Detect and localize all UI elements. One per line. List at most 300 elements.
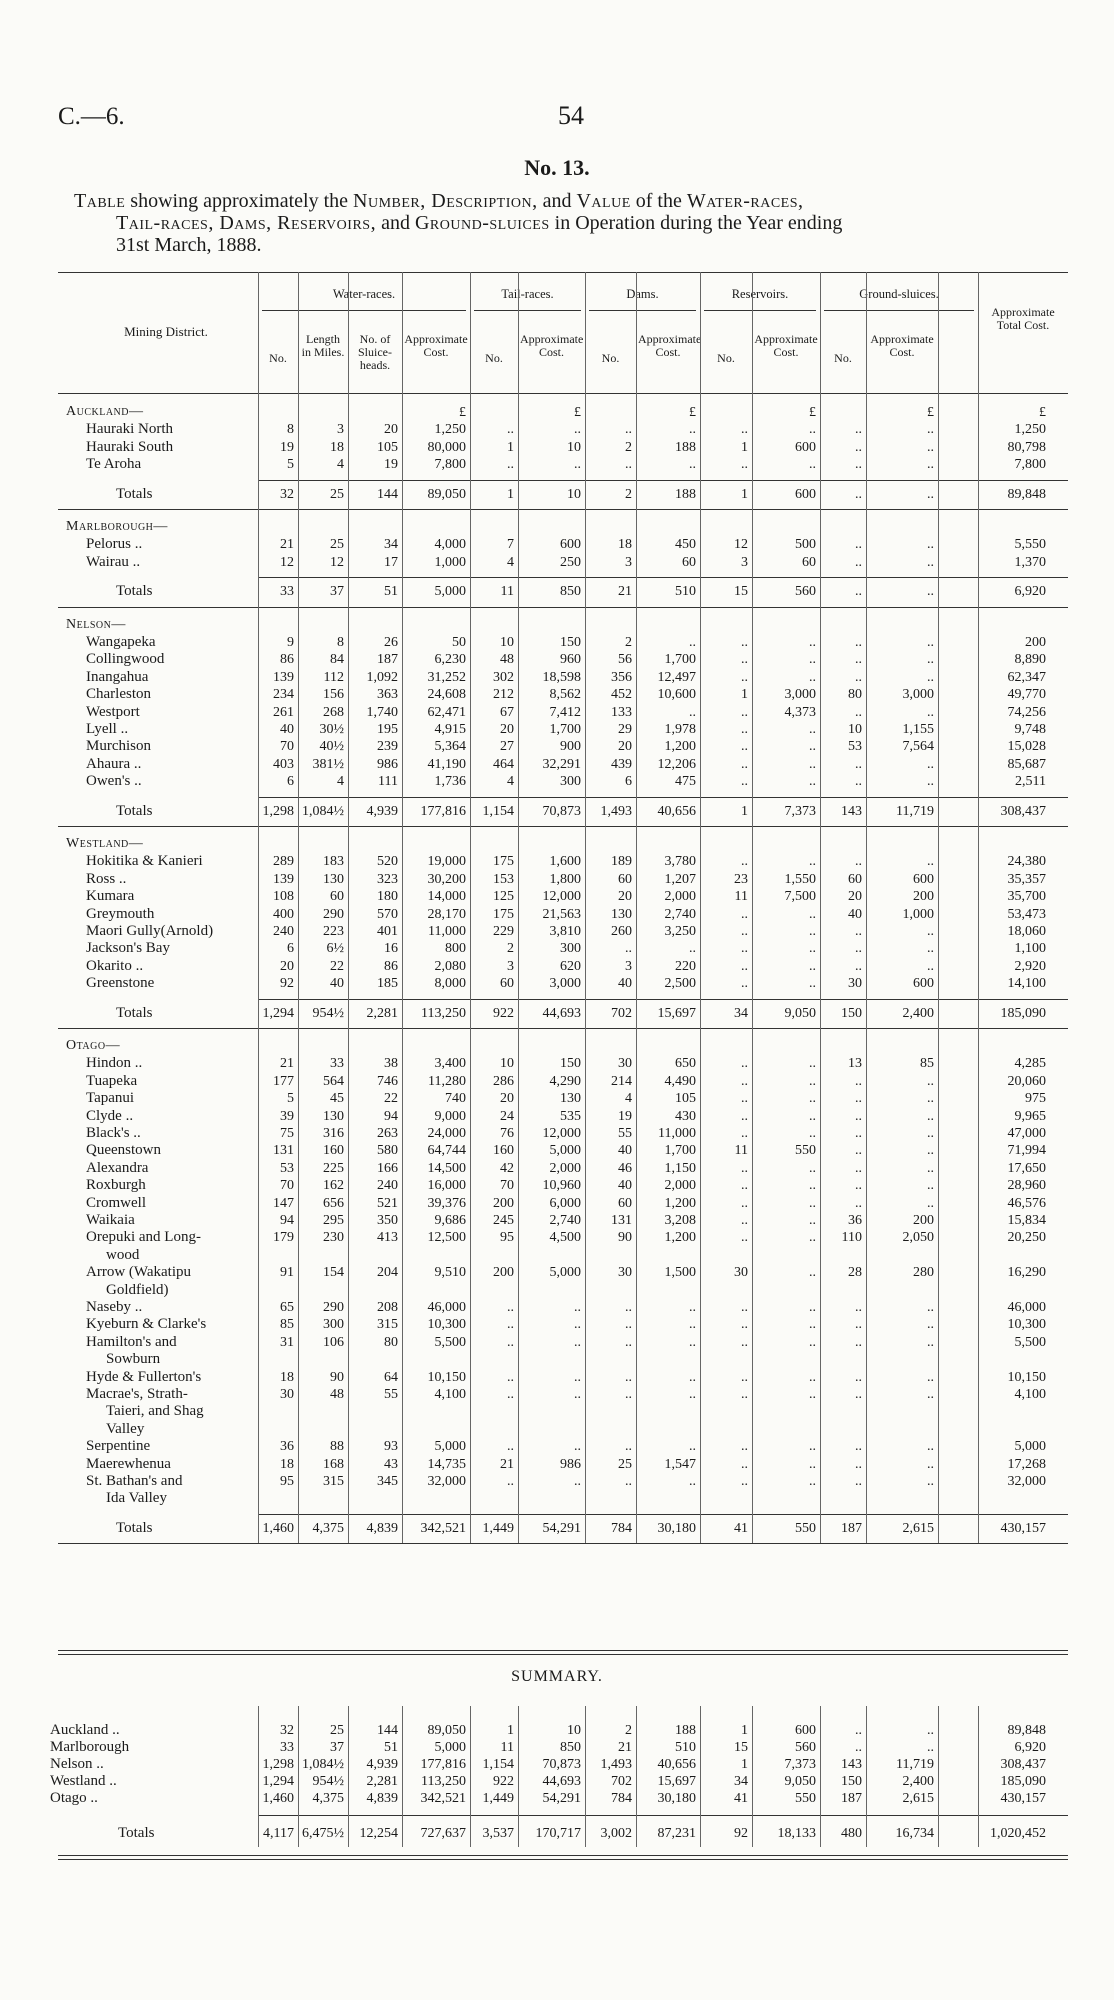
table-cell: 50 (452, 635, 466, 650)
table-cell: 4,100 (1014, 1387, 1046, 1402)
summary-cell: 187 (841, 1791, 862, 1806)
table-cell: .. (855, 958, 862, 974)
table-cell: 1,207 (664, 871, 696, 887)
summary-totals-cell: 4,117 (263, 1826, 294, 1841)
summary-cell: 4,375 (312, 1791, 344, 1806)
totals-cell: 32 (280, 486, 294, 502)
header-bottom-rule (58, 393, 1068, 394)
totals-cell: 51 (384, 584, 398, 600)
table-cell: 14,735 (427, 1456, 466, 1472)
table-cell: 5 (287, 457, 294, 473)
table-cell: 60 (618, 871, 632, 887)
table-cell: 42 (500, 1160, 514, 1176)
district-row-name: Hindon .. (86, 1055, 143, 1072)
table-cell: .. (855, 924, 862, 939)
table-cell: 64,744 (427, 1143, 466, 1159)
table-cell: 24,380 (1007, 854, 1046, 870)
table-cell: 60 (802, 554, 816, 570)
table-cell: .. (927, 1317, 934, 1333)
table-cell: 106 (323, 1334, 344, 1350)
table-cell: 80 (384, 1334, 398, 1350)
table-cell: .. (855, 652, 862, 668)
table-cell: 139 (273, 871, 294, 887)
table-cell: .. (574, 1439, 581, 1455)
totals-cell: 89,050 (427, 486, 466, 502)
table-cell: 520 (377, 854, 398, 870)
table-cell: 38 (384, 1056, 398, 1072)
table-cell: 85 (920, 1056, 934, 1072)
summary-cell: 177,816 (420, 1757, 466, 1772)
table-cell: .. (809, 1387, 816, 1402)
table-cell: .. (809, 635, 816, 650)
table-cell: 2,511 (1015, 774, 1046, 790)
table-cell: 20 (618, 889, 632, 905)
totals-cell: 30,180 (657, 1520, 696, 1536)
table-cell: 27 (500, 739, 514, 755)
table-cell: 1,700 (549, 722, 581, 737)
table-cell: 189 (611, 854, 632, 870)
table-cell: .. (809, 1195, 816, 1211)
table-cell: 2,500 (664, 976, 696, 992)
table-cell: .. (689, 704, 696, 720)
table-cell: 26 (384, 635, 398, 650)
table-cell: 11,280 (428, 1073, 466, 1089)
table-cell: .. (574, 457, 581, 473)
table-cell: 1,200 (664, 1195, 696, 1211)
district-row-name: Naseby .. (86, 1299, 143, 1315)
district-row-name: Macrae's, Strath- (86, 1386, 188, 1402)
table-cell: 55 (384, 1387, 398, 1402)
currency-symbol: £ (927, 405, 934, 420)
table-cell: 60 (500, 976, 514, 992)
table-cell: 1,700 (664, 652, 696, 668)
table-cell: 5,500 (434, 1334, 466, 1350)
table-cell: 229 (493, 924, 514, 939)
table-cell: 1,547 (664, 1456, 696, 1472)
table-cell: 39,376 (427, 1195, 466, 1211)
table-cell: 4,915 (434, 722, 466, 737)
district-row-name: Clyde .. (86, 1107, 134, 1124)
table-cell: 1,600 (549, 854, 581, 870)
column-rule (938, 272, 939, 1543)
district-separator (58, 607, 1068, 608)
table-cell: .. (809, 924, 816, 939)
table-cell: .. (507, 1474, 514, 1489)
district-row-name: Roxburgh (86, 1177, 146, 1194)
table-cell: .. (855, 669, 862, 685)
totals-cell: 1 (741, 803, 748, 819)
table-cell: 150 (560, 635, 581, 650)
table-cell: 55 (618, 1126, 632, 1141)
table-cell: 452 (611, 687, 632, 703)
table-cell: 200 (493, 1195, 514, 1211)
table-cell: 18 (280, 1456, 294, 1472)
reservoirs-cost-header: Approximate Cost. (754, 332, 818, 359)
table-cell: .. (689, 422, 696, 438)
table-cell: 986 (377, 756, 398, 772)
table-cell: 960 (560, 652, 581, 668)
table-cell: 20,060 (1007, 1073, 1046, 1089)
table-cell: 2 (625, 439, 632, 455)
table-cell: .. (741, 1091, 748, 1107)
district-separator (58, 509, 1068, 510)
table-cell: .. (741, 1387, 748, 1402)
table-cell: 12,500 (427, 1230, 466, 1246)
table-cell: 212 (493, 687, 514, 703)
currency-symbol: £ (459, 405, 466, 420)
totals-cell: 37 (330, 584, 344, 600)
table-cell: 2,000 (549, 1160, 581, 1176)
table-cell: 2,740 (664, 906, 696, 922)
table-cell: .. (741, 1300, 748, 1315)
table-cell: 4 (625, 1091, 632, 1107)
table-cell: 225 (323, 1160, 344, 1176)
table-cell: 6½ (326, 941, 344, 957)
table-cell: 19,000 (427, 854, 466, 870)
totals-cell: 954½ (312, 1005, 344, 1021)
table-cell: 3,780 (664, 854, 696, 870)
table-cell: 53 (280, 1160, 294, 1176)
table-cell: 22 (330, 958, 344, 974)
table-cell: 3 (741, 554, 748, 570)
district-row-name: Collingwood (86, 651, 165, 668)
table-cell: 18,598 (542, 669, 581, 685)
table-cell: .. (855, 1369, 862, 1385)
table-cell: 112 (323, 669, 344, 685)
table-cell: 356 (611, 669, 632, 685)
table-cell: 234 (273, 687, 294, 703)
table-cell: 86 (384, 958, 398, 974)
table-cell: 5,000 (549, 1265, 581, 1281)
summary-totals-label: Totals (118, 1825, 155, 1841)
table-cell: .. (741, 722, 748, 737)
table-cell: 28 (848, 1265, 862, 1281)
table-cell: 18,060 (1007, 924, 1046, 939)
table-cell: 11,000 (658, 1126, 696, 1141)
column-rule (700, 272, 701, 1543)
summary-top-rule-2 (58, 1654, 1068, 1655)
group-underline (589, 310, 696, 311)
table-cell: 48 (500, 652, 514, 668)
summary-cell: 1,084½ (302, 1757, 344, 1772)
summary-totals-cell: 727,637 (420, 1826, 466, 1841)
table-cell: 12,206 (657, 756, 696, 772)
table-cell: 12 (734, 537, 748, 553)
table-cell: .. (855, 554, 862, 570)
table-cell: 29 (618, 722, 632, 737)
summary-title: SUMMARY. (511, 1668, 603, 1685)
table-cell: 13 (848, 1056, 862, 1072)
table-cell: 130 (560, 1091, 581, 1107)
table-cell: 1,100 (1014, 941, 1046, 957)
summary-cell: 430,157 (1000, 1791, 1046, 1806)
table-cell: 34 (384, 537, 398, 553)
district-row-name: Kumara (86, 888, 135, 905)
table-cell: 600 (795, 439, 816, 455)
summary-cell: 922 (493, 1774, 514, 1789)
table-cell: 3,400 (434, 1056, 466, 1072)
table-cell: 60 (330, 889, 344, 905)
table-cell: 580 (377, 1143, 398, 1159)
table-cell: .. (855, 537, 862, 553)
table-cell: .. (927, 958, 934, 974)
district-row-name: Tapanui (86, 1090, 135, 1107)
table-cell: 208 (377, 1300, 398, 1315)
table-cell: .. (574, 1369, 581, 1385)
table-cell: .. (855, 756, 862, 772)
table-cell: .. (927, 1474, 934, 1489)
table-cell: 160 (493, 1143, 514, 1159)
table-cell: 195 (377, 722, 398, 737)
totals-cell: 44,693 (542, 1005, 581, 1021)
totals-cell: 34 (734, 1005, 748, 1021)
table-cell: .. (689, 1369, 696, 1385)
table-cell: .. (809, 1474, 816, 1489)
district-row-name-cont: wood (106, 1246, 140, 1263)
table-cell: .. (809, 1178, 816, 1194)
table-cell: 8,890 (1014, 652, 1046, 668)
summary-cell: 9,050 (784, 1774, 816, 1789)
table-cell: .. (741, 1230, 748, 1246)
table-cell: 300 (323, 1317, 344, 1333)
table-cell: .. (927, 537, 934, 553)
table-cell: 6 (287, 941, 294, 957)
table-cell: 2,000 (664, 889, 696, 905)
group-underline (262, 310, 466, 311)
currency-symbol: £ (1039, 405, 1046, 420)
table-cell: 185 (377, 976, 398, 992)
table-cell: 21,563 (542, 906, 581, 922)
table-cell: 180 (377, 889, 398, 905)
table-cell: 162 (323, 1178, 344, 1194)
column-rule (636, 272, 637, 1543)
table-cell: 3 (337, 422, 344, 438)
column-rule (752, 272, 753, 1543)
table-cell: 62,471 (427, 704, 466, 720)
table-cell: .. (809, 739, 816, 755)
summary-cell: 185,090 (1000, 1774, 1046, 1789)
table-cell: .. (741, 1456, 748, 1472)
length-miles-header: Length in Miles. (301, 332, 345, 359)
district-row-name: St. Bathan's and (86, 1473, 183, 1489)
table-cell: .. (625, 1439, 632, 1455)
ground-sluices-cost-header: Approximate Cost. (870, 332, 934, 359)
table-cell: .. (741, 976, 748, 992)
table-cell: .. (927, 1091, 934, 1107)
table-cell: .. (809, 1091, 816, 1107)
table-cell: .. (927, 439, 934, 455)
totals-cell: 185,090 (1000, 1005, 1046, 1021)
totals-cell: 922 (493, 1005, 514, 1021)
column-rule (470, 272, 471, 1543)
table-cell: 1,200 (664, 739, 696, 755)
table-cell: .. (927, 941, 934, 957)
totals-cell: 143 (841, 803, 862, 819)
table-cell: 1,250 (1014, 422, 1046, 438)
summary-cell: 188 (675, 1723, 696, 1738)
table-cell: .. (809, 1073, 816, 1089)
table-cell: .. (809, 1056, 816, 1072)
table-cell: 71,994 (1007, 1143, 1046, 1159)
table-cell: 20,250 (1007, 1230, 1046, 1246)
table-cell: 179 (273, 1230, 294, 1246)
table-cell: .. (507, 1334, 514, 1350)
table-cell: .. (741, 1334, 748, 1350)
table-cell: 381½ (312, 756, 344, 772)
table-cell: 19 (280, 439, 294, 455)
summary-cell: 32 (280, 1723, 294, 1738)
table-cell: .. (574, 1317, 581, 1333)
summary-cell: 89,050 (427, 1723, 466, 1738)
totals-cell: 1,493 (600, 803, 632, 819)
table-cell: 30 (734, 1265, 748, 1281)
totals-cell: 21 (618, 584, 632, 600)
table-cell: .. (689, 1474, 696, 1489)
table-top-rule (58, 272, 1068, 273)
summary-cell: 1 (741, 1757, 748, 1772)
district-row-name: Te Aroha (86, 456, 142, 473)
table-cell: .. (507, 422, 514, 438)
summary-row-name: Otago .. (50, 1790, 98, 1806)
table-cell: 413 (377, 1230, 398, 1246)
column-rule (518, 272, 519, 1543)
district-separator (58, 1028, 1068, 1029)
totals-cell: 33 (280, 584, 294, 600)
table-cell: 154 (323, 1265, 344, 1281)
table-cell: 36 (280, 1439, 294, 1455)
table-cell: 60 (618, 1195, 632, 1211)
table-cell: .. (809, 1265, 816, 1281)
table-cell: 4,373 (784, 704, 816, 720)
group-underline (474, 310, 581, 311)
table-cell: 32,000 (427, 1474, 466, 1489)
summary-row-name: Nelson .. (50, 1756, 104, 1772)
table-cell: 40 (618, 1143, 632, 1159)
table-cell: 93 (384, 1439, 398, 1455)
table-cell: 65 (280, 1300, 294, 1315)
summary-cell: .. (855, 1740, 862, 1755)
table-cell: 4,000 (434, 537, 466, 553)
table-cell: 56 (618, 652, 632, 668)
table-cell: .. (625, 457, 632, 473)
table-cell: .. (625, 422, 632, 438)
table-cell: .. (689, 941, 696, 957)
table-cell: 90 (330, 1369, 344, 1385)
table-cell: .. (809, 1213, 816, 1228)
table-cell: 25 (618, 1456, 632, 1472)
table-cell: 86 (280, 652, 294, 668)
totals-cell: 1,154 (482, 803, 514, 819)
table-cell: 91 (280, 1265, 294, 1281)
table-cell: 80,798 (1007, 439, 1046, 455)
table-cell: 2,050 (902, 1230, 934, 1246)
table-cell: .. (689, 1300, 696, 1315)
totals-cell: .. (855, 584, 862, 600)
totals-rule (258, 480, 1068, 481)
table-cell: 21 (280, 1056, 294, 1072)
table-cell: 40 (330, 976, 344, 992)
table-cell: 295 (323, 1213, 344, 1228)
table-cell: 250 (560, 554, 581, 570)
table-cell: .. (574, 1387, 581, 1402)
summary-column-rule (470, 1706, 471, 1847)
table-cell: 800 (445, 941, 466, 957)
table-cell: 130 (323, 1108, 344, 1124)
summary-cell: 5,000 (434, 1740, 466, 1755)
table-cell: 12,497 (657, 669, 696, 685)
table-cell: 46,000 (1007, 1300, 1046, 1315)
table-cell: .. (574, 1474, 581, 1489)
totals-label: Totals (116, 802, 153, 819)
table-cell: 183 (323, 854, 344, 870)
table-cell: 4,285 (1014, 1056, 1046, 1072)
table-cell: 9,000 (434, 1108, 466, 1124)
table-cell: .. (927, 1195, 934, 1211)
table-cell: 323 (377, 871, 398, 887)
table-cell: .. (927, 1178, 934, 1194)
table-cell: .. (809, 941, 816, 957)
totals-cell: 1 (741, 486, 748, 502)
summary-cell: 54,291 (542, 1791, 581, 1806)
district-row-name-cont: Valley (106, 1420, 145, 1437)
summary-cell: 51 (384, 1740, 398, 1755)
table-cell: .. (855, 635, 862, 650)
table-cell: 7,500 (784, 889, 816, 905)
table-cell: .. (809, 652, 816, 668)
currency-symbol: £ (689, 405, 696, 420)
table-cell: 1,740 (366, 704, 398, 720)
summary-cell: 40,656 (657, 1757, 696, 1772)
summary-totals-rule (258, 1815, 1068, 1816)
summary-column-rule (752, 1706, 753, 1847)
table-cell: 14,500 (427, 1160, 466, 1176)
table-cell: 600 (913, 976, 934, 992)
table-cell: .. (625, 1317, 632, 1333)
totals-cell: 1,298 (262, 803, 294, 819)
table-cell: 31 (280, 1334, 294, 1350)
summary-column-rule (402, 1706, 403, 1847)
table-cell: 10 (500, 635, 514, 650)
table-cell: 6,000 (549, 1195, 581, 1211)
table-cell: .. (927, 1160, 934, 1176)
table-cell: 94 (384, 1108, 398, 1124)
table-cell: .. (855, 941, 862, 957)
table-cell: 9,748 (1014, 722, 1046, 737)
table-cell: 18 (618, 537, 632, 553)
district-row-name: Kyeburn & Clarke's (86, 1316, 207, 1333)
table-cell: 108 (273, 889, 294, 905)
table-cell: 40 (618, 1178, 632, 1194)
table-cell: 12 (330, 554, 344, 570)
column-rule (298, 272, 299, 1543)
table-cell: 300 (560, 774, 581, 790)
table-cell: 18 (330, 439, 344, 455)
table-cell: .. (927, 1387, 934, 1402)
summary-cell: 4,839 (366, 1791, 398, 1806)
district-row-name: Charleston (86, 686, 151, 703)
table-cell: 260 (611, 924, 632, 939)
group-underline (824, 310, 974, 311)
table-cell: 35,357 (1007, 871, 1046, 887)
table-cell: 24,608 (427, 687, 466, 703)
table-cell: .. (809, 1160, 816, 1176)
table-cell: .. (927, 422, 934, 438)
table-cell: .. (625, 941, 632, 957)
table-cell: 17,650 (1007, 1160, 1046, 1176)
table-cell: 76 (500, 1126, 514, 1141)
table-cell: .. (625, 1300, 632, 1315)
table-cell: 17,268 (1007, 1456, 1046, 1472)
